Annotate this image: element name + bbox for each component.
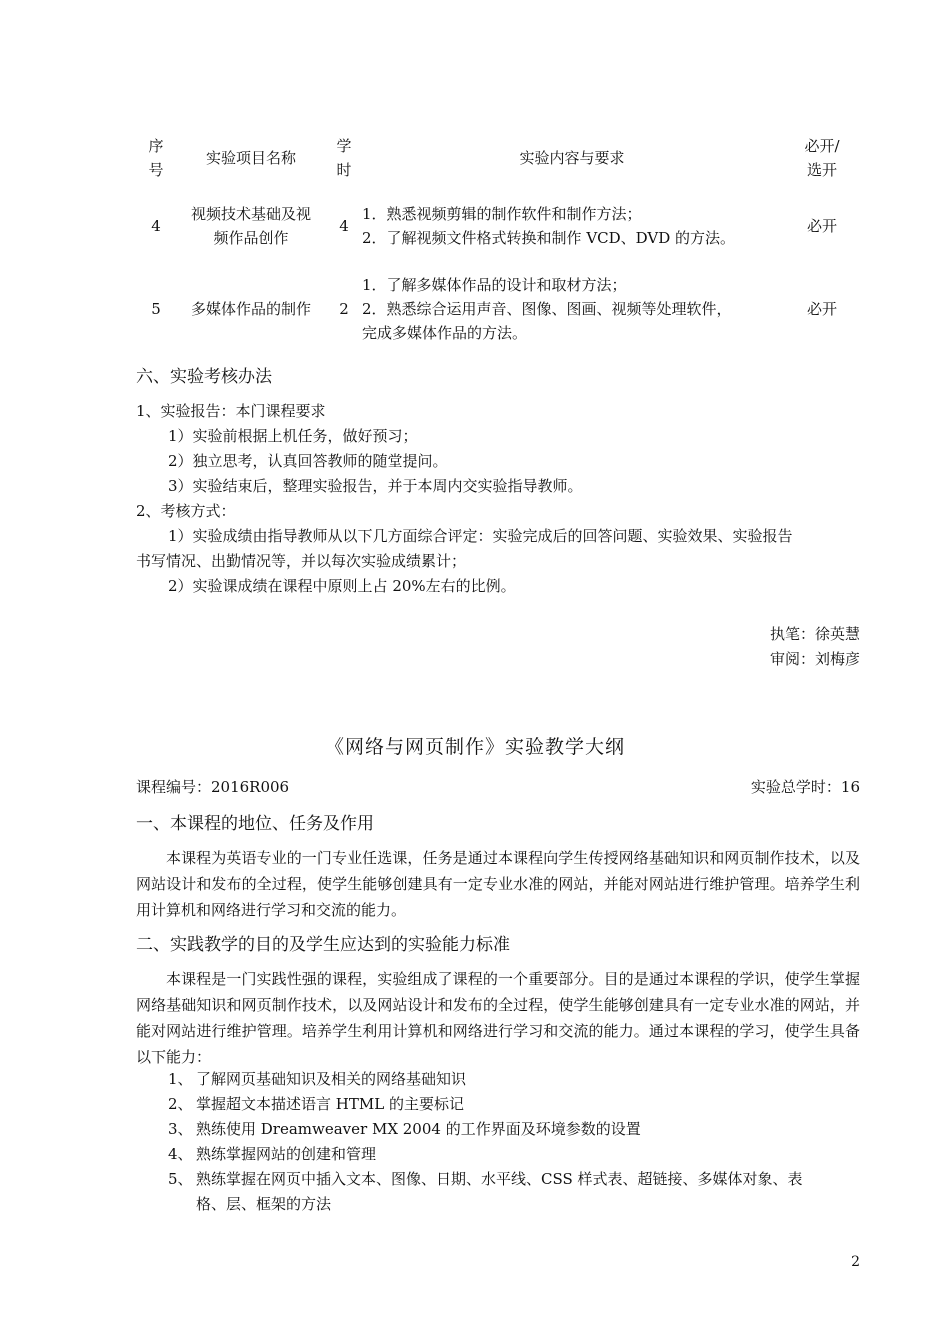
row-name: 视频技术基础及视 频作品创作 xyxy=(190,205,311,247)
row-type: 必开 xyxy=(806,300,837,318)
experiment-table xyxy=(136,128,862,354)
sec1-paragraph: 本课程为英语专业的一门专业任选课，任务是通过本课程向学生传授网络基础知识和网页制作技术，以及网站设计和发布的全过程，使学生能够创建具有一定专业水准的网站，并能对网站进行维护管理。培养学生利用计算机和网络进行学习和交流的能力。 xyxy=(136,849,860,919)
header-hours: 学 时 xyxy=(336,137,352,179)
sec2-heading: 二、实践教学的目的及学生应达到的实验能力标准 xyxy=(136,935,510,955)
doc2-title: 《网络与网页制作》实验教学大纲 xyxy=(324,736,625,758)
list-item: 1、 了解网页基础知识及相关的网络基础知识 xyxy=(168,1070,467,1088)
list-item: 4、 熟练掌握网站的创建和管理 xyxy=(168,1145,377,1163)
section6-item2-sub1-cont: 书写情况、出勤情况等，并以每次实验成绩累计； xyxy=(136,552,467,570)
row-no: 4 xyxy=(151,217,161,235)
table-header-row xyxy=(136,128,862,188)
row-no: 5 xyxy=(151,300,161,318)
sec2-paragraph: 本课程是一门实践性强的课程，实验组成了课程的一个重要部分。目的是通过本课程的学识，使学生掌握网络基础知识和网页制作技术，以及网站设计和发布的全过程，使学生能够创建具有一定专业水准的网站，并能对网站进行维护管理。培养学生利用计算机和网络进行学习和交流的能力。通过本课程的学习，使学生具备以下能力： xyxy=(136,970,860,1066)
signoff-reviewer: 审阅：刘梅彦 xyxy=(769,650,860,668)
page-number: 2 xyxy=(851,1254,860,1270)
section6-item1: 1、实验报告：本门课程要求 xyxy=(136,402,326,420)
total-hours: 实验总学时：16 xyxy=(750,778,860,796)
list-item: 3、 熟练使用 Dreamweaver MX 2004 的工作界面及环境参数的设置 xyxy=(168,1120,641,1138)
row-requirements: 1．了解多媒体作品的设计和取材方法； 2．熟悉综合运用声音、图像、图画、视频等处理软件， 完成多媒体作品的方法。 xyxy=(362,276,732,342)
list-item: 5、 熟练掌握在网页中插入文本、图像、日期、水平线、CSS 样式表、超链接、多媒体对象、表 格、层、框架的方法 xyxy=(168,1170,803,1213)
header-no: 序 号 xyxy=(148,137,164,179)
row-requirements: 1．熟悉视频剪辑的制作软件和制作方法； 2．了解视频文件格式转换和制作 VCD、DVD 的方法。 xyxy=(362,205,736,247)
list-item: 2、 掌握超文本描述语言 HTML 的主要标记 xyxy=(168,1095,464,1113)
signoff-writer: 执笔：徐英慧 xyxy=(769,625,860,643)
table-row xyxy=(136,264,862,354)
section6-item1-sub: 1）实验前根据上机任务，做好预习； xyxy=(168,427,418,445)
section6-item1-sub: 2）独立思考，认真回答教师的随堂提问。 xyxy=(168,452,448,470)
row-hours: 4 xyxy=(339,217,349,235)
header-content: 实验内容与要求 xyxy=(519,149,625,167)
section6-item1-sub: 3）实验结束后，整理实验报告，并于本周内交实验指导教师。 xyxy=(168,477,583,495)
header-name: 实验项目名称 xyxy=(205,149,296,167)
row-type: 必开 xyxy=(806,217,837,235)
row-name: 多媒体作品的制作 xyxy=(190,300,311,318)
section6-item2: 2、考核方式： xyxy=(136,502,236,520)
section6-item2-sub2: 2）实验课成绩在课程中原则上占 20%左右的比例。 xyxy=(168,577,516,595)
row-hours: 2 xyxy=(339,300,349,318)
header-type: 必开/ 选开 xyxy=(804,137,840,179)
table-row xyxy=(136,188,862,264)
section6-heading: 六、实验考核办法 xyxy=(136,367,272,387)
sec1-heading: 一、本课程的地位、任务及作用 xyxy=(136,814,374,834)
course-code: 课程编号：2016R006 xyxy=(136,778,290,796)
section6-item2-sub1: 1）实验成绩由指导教师从以下几方面综合评定：实验完成后的回答问题、实验效果、实验报告 xyxy=(168,527,793,545)
